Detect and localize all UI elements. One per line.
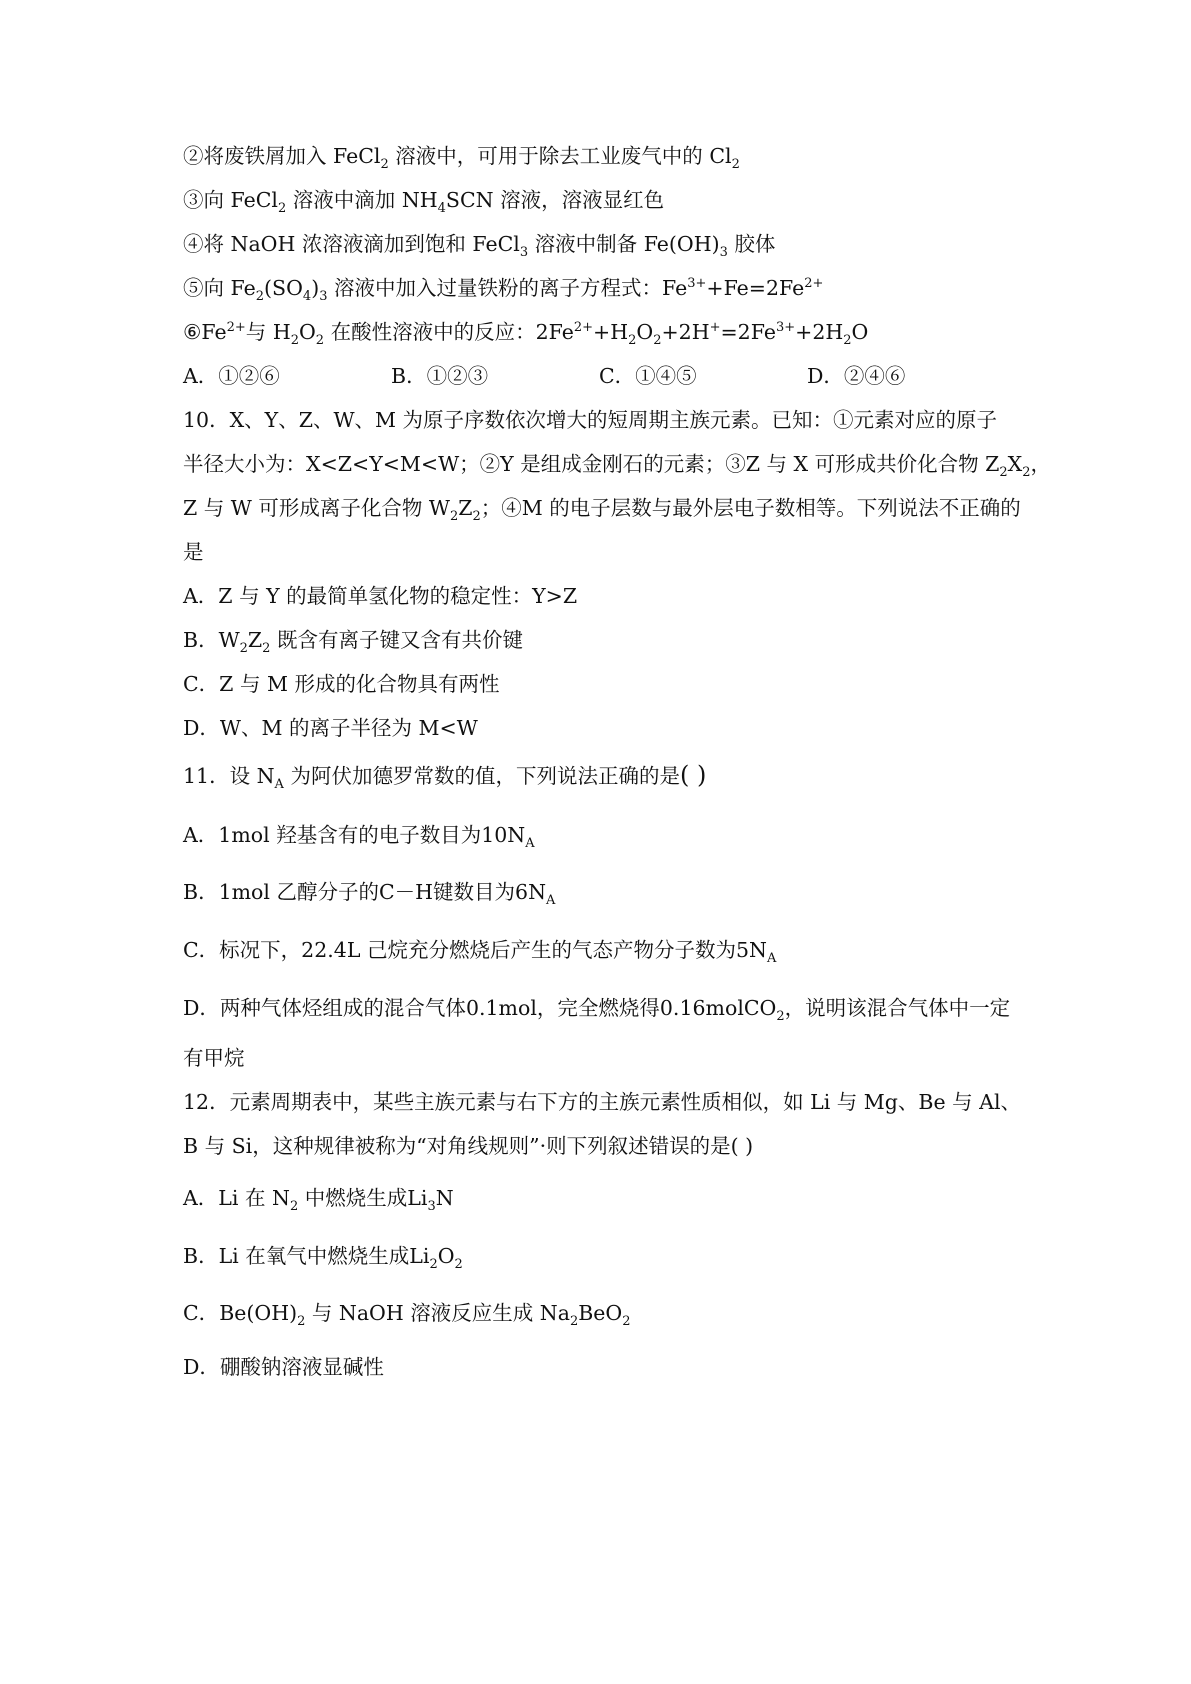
q9-statement-6: $⑥Fe^{2+}$与 $H_2O_2$ 在酸性溶液中的反应：$2Fe^{2+}+H_2O_2+2H^+=2Fe^{3+}+2H_2O$ [183, 320, 869, 349]
q12-option-b: B．Li 在氧气中燃烧生成$Li_2O_2$ [183, 1244, 463, 1273]
q11-option-d-line-2: 有甲烷 [183, 1046, 245, 1070]
q11-option-b: B．1mol 乙醇分子的C－H键数目为$6N_A$ [183, 880, 556, 909]
q10-option-a: A．Z 与 Y 的最简单氢化物的稳定性：Y>Z [183, 584, 578, 608]
q11-option-a: A．1mol 羟基含有的电子数目为$10N_A$ [183, 823, 535, 852]
q11-option-d-line-1: D．两种气体烃组成的混合气体0.1mol，完全燃烧得0.16molCO$_2$，说明该混合气体中一定 [183, 996, 1011, 1025]
q12-stem-line-1: 12．元素周期表中，某些主族元素与右下方的主族元素性质相似，如 Li 与 Mg、Be 与 Al、 [183, 1090, 1022, 1114]
q10-option-b: B．$W_2Z_2$ 既含有离子键又含有共价键 [183, 628, 523, 657]
q9-statement-4: ④将 NaOH 浓溶液滴加到饱和 FeCl$_3$ 溶液中制备 $Fe(OH)_3$ 胶体 [183, 232, 776, 261]
q12-option-d: D．硼酸钠溶液显碱性 [183, 1355, 384, 1379]
q10-stem-line-2: 半径大小为：X<Z<Y<M<W；②Y 是组成金刚石的元素；③Z 与 X 可形成共价化合物 $Z_2X_2$， [183, 452, 1052, 481]
q12-option-c: C．$Be(OH)_2$ 与 NaOH 溶液反应生成 $Na_2BeO_2$ [183, 1301, 631, 1330]
q10-option-c: C．Z 与 M 形成的化合物具有两性 [183, 672, 500, 696]
q10-stem-line-3: Z 与 W 可形成离子化合物 $W_2Z_2$；④M 的电子层数与最外层电子数相等。下列说法不正确的 [183, 496, 1021, 525]
q9-option-a: A．①②⑥ [183, 364, 280, 388]
q11-stem: 11．设 $N_A$ 为阿伏加德罗常数的值，下列说法正确的是( ) [183, 761, 707, 793]
q10-stem-line-1: 10．X、Y、Z、W、M 为原子序数依次增大的短周期主族元素。已知：①元素对应的原子 [183, 408, 998, 432]
q12-option-a: A．Li 在 $N_2$ 中燃烧生成$Li_3N$ [183, 1186, 454, 1215]
q10-option-d: D．W、M 的离子半径为 M<W [183, 716, 478, 740]
q9-option-c: C．①④⑤ [599, 364, 697, 388]
q9-options [183, 361, 1031, 391]
q9-option-b: B．①②③ [391, 364, 489, 388]
q10-stem-line-4: 是 [183, 540, 204, 564]
q9-statement-5: ⑤向 $Fe_2(SO_4)_3$ 溶液中加入过量铁粉的离子方程式：$Fe^{3+}+Fe=2Fe^{2+}$ [183, 276, 824, 305]
q12-stem-line-2: B 与 Si，这种规律被称为“对角线规则”·则下列叙述错误的是( ) [183, 1134, 754, 1158]
q9-statement-3: ③向 FeCl$_2$ 溶液中滴加 $NH_4SCN$ 溶液，溶液显红色 [183, 188, 665, 217]
q11-option-c: C．标况下，22.4L 己烷充分燃烧后产生的气态产物分子数为$5N_A$ [183, 938, 777, 967]
q9-statement-2: ②将废铁屑加入 FeCl$_2$ 溶液中，可用于除去工业废气中的 $Cl_2$ [183, 144, 740, 173]
q9-option-d: D．②④⑥ [807, 364, 906, 388]
